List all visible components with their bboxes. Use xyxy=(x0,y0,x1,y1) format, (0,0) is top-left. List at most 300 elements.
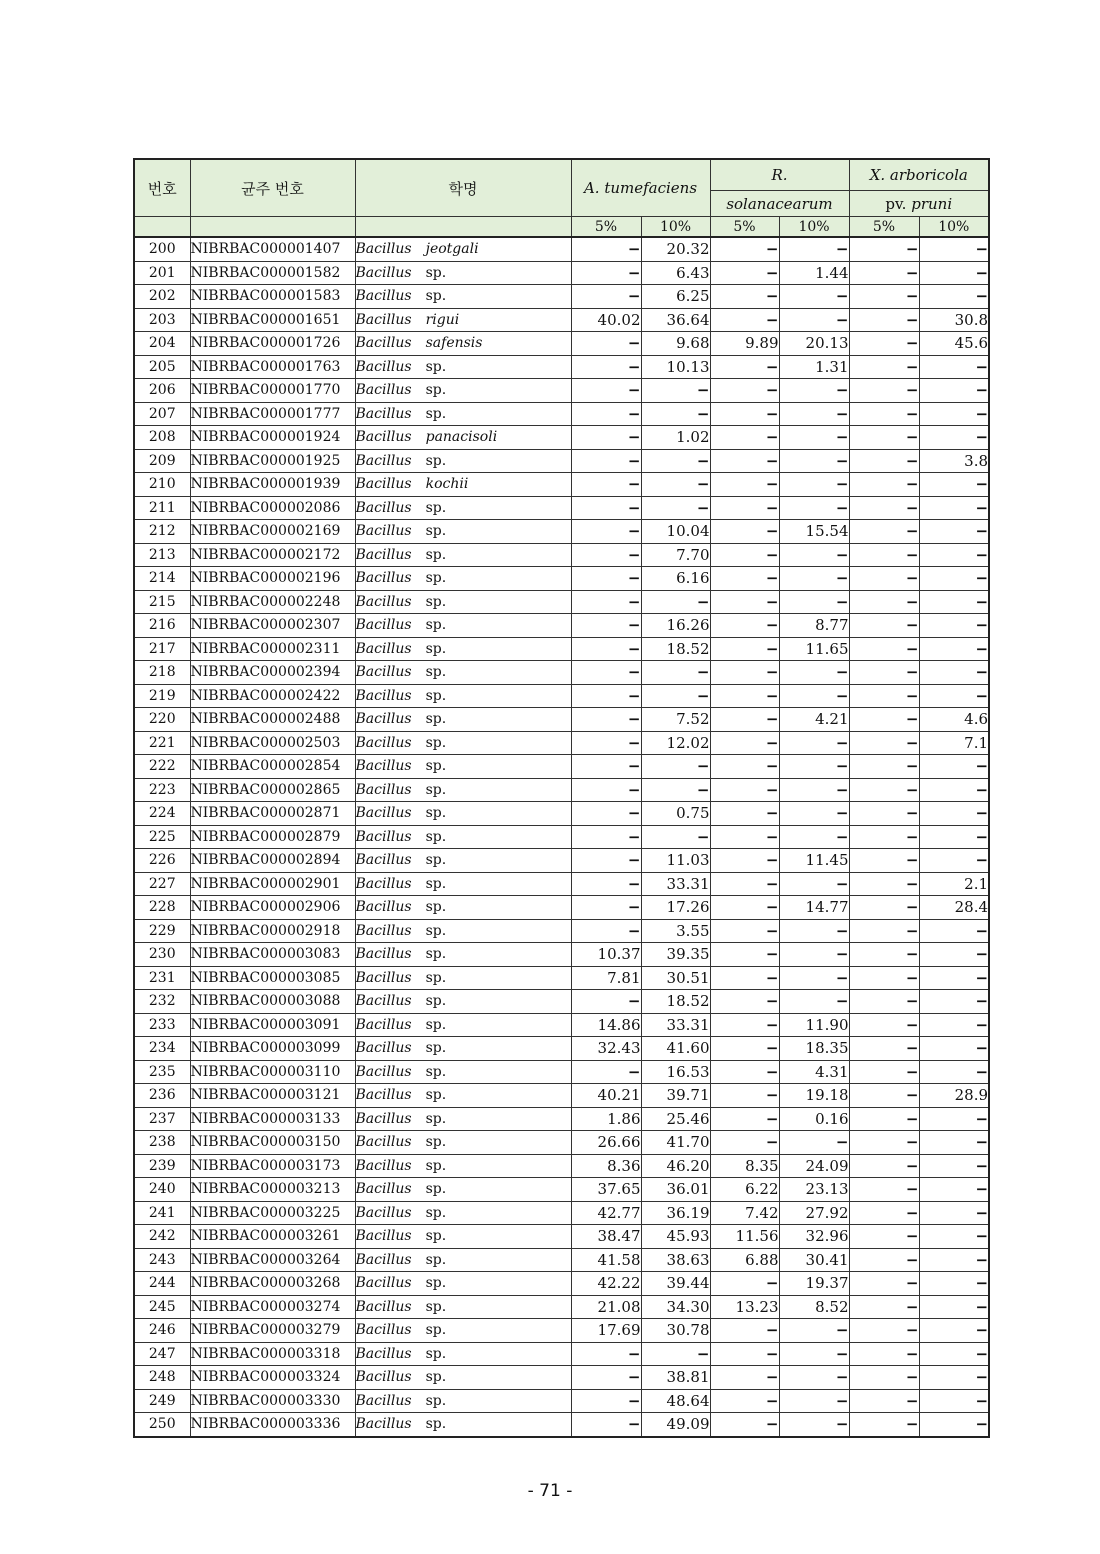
inhibition-value: 41.70 xyxy=(641,1131,710,1155)
strain-code: NIBRBAC000001407 xyxy=(190,237,355,261)
inhibition-value: − xyxy=(710,1084,779,1108)
inhibition-value: 32.96 xyxy=(779,1225,849,1249)
inhibition-value: 4.21 xyxy=(779,708,849,732)
inhibition-value: − xyxy=(571,237,641,261)
inhibition-value: − xyxy=(849,731,919,755)
inhibition-value: − xyxy=(849,332,919,356)
inhibition-value: − xyxy=(571,919,641,943)
inhibition-value: − xyxy=(849,237,919,261)
inhibition-value: 7.81 xyxy=(571,966,641,990)
inhibition-value: − xyxy=(849,285,919,309)
inhibition-value: − xyxy=(779,1366,849,1390)
inhibition-value: 30.8 xyxy=(919,308,989,332)
inhibition-value: − xyxy=(919,1319,989,1343)
scientific-name xyxy=(355,543,571,567)
inhibition-value: 7.1 xyxy=(919,731,989,755)
species: sp. xyxy=(425,523,447,540)
inhibition-value: 26.66 xyxy=(571,1131,641,1155)
inhibition-value: − xyxy=(710,1037,779,1061)
row-number: 221 xyxy=(134,731,190,755)
inhibition-value: − xyxy=(571,1342,641,1366)
row-number: 250 xyxy=(134,1413,190,1437)
inhibition-value: − xyxy=(919,1248,989,1272)
table-row xyxy=(134,1154,989,1178)
table-row xyxy=(134,426,989,450)
inhibition-value: − xyxy=(710,285,779,309)
inhibition-value: − xyxy=(571,379,641,403)
scientific-name xyxy=(355,590,571,614)
inhibition-value: − xyxy=(849,1178,919,1202)
inhibition-value: 18.35 xyxy=(779,1037,849,1061)
genus: Bacillus xyxy=(355,993,412,1010)
table-row xyxy=(134,919,989,943)
scientific-name xyxy=(355,237,571,261)
species: sp. xyxy=(425,875,447,892)
species: sp. xyxy=(425,1016,447,1033)
inhibition-value: − xyxy=(849,1319,919,1343)
scientific-name xyxy=(355,943,571,967)
genus: Bacillus xyxy=(355,852,412,869)
inhibition-value: 7.70 xyxy=(641,543,710,567)
scientific-name xyxy=(355,1413,571,1437)
inhibition-value: 30.78 xyxy=(641,1319,710,1343)
inhibition-value: − xyxy=(571,684,641,708)
inhibition-value: − xyxy=(919,1413,989,1437)
table-row xyxy=(134,449,989,473)
table-row xyxy=(134,825,989,849)
species: sp. xyxy=(425,805,447,822)
inhibition-value: − xyxy=(849,1366,919,1390)
row-number: 212 xyxy=(134,520,190,544)
inhibition-value: − xyxy=(710,449,779,473)
inhibition-value: − xyxy=(571,637,641,661)
strain-code: NIBRBAC000002086 xyxy=(190,496,355,520)
row-number: 203 xyxy=(134,308,190,332)
inhibition-value: − xyxy=(919,1154,989,1178)
table-row xyxy=(134,896,989,920)
table-row xyxy=(134,684,989,708)
row-number: 208 xyxy=(134,426,190,450)
inhibition-value: − xyxy=(571,708,641,732)
inhibition-value: 14.86 xyxy=(571,1013,641,1037)
species: sp. xyxy=(425,969,447,986)
genus: Bacillus xyxy=(355,1298,412,1315)
inhibition-value: − xyxy=(779,237,849,261)
inhibition-value: − xyxy=(571,1366,641,1390)
inhibition-value: − xyxy=(779,1389,849,1413)
inhibition-value: 6.22 xyxy=(710,1178,779,1202)
strain-code: NIBRBAC000003083 xyxy=(190,943,355,967)
table-row xyxy=(134,379,989,403)
inhibition-value: − xyxy=(641,1342,710,1366)
row-number: 237 xyxy=(134,1107,190,1131)
row-number: 249 xyxy=(134,1389,190,1413)
strain-code: NIBRBAC000003121 xyxy=(190,1084,355,1108)
species: kochii xyxy=(425,476,469,493)
scientific-name xyxy=(355,661,571,685)
inhibition-value: 32.43 xyxy=(571,1037,641,1061)
species: sp. xyxy=(425,382,447,399)
scientific-name xyxy=(355,1225,571,1249)
table-row xyxy=(134,355,989,379)
pathogen-name: R. xyxy=(771,166,788,184)
inhibition-value: 19.37 xyxy=(779,1272,849,1296)
row-number: 211 xyxy=(134,496,190,520)
inhibition-value: − xyxy=(571,872,641,896)
species: sp. xyxy=(425,1345,447,1362)
inhibition-value: − xyxy=(710,426,779,450)
inhibition-value: 8.77 xyxy=(779,614,849,638)
inhibition-value: 46.20 xyxy=(641,1154,710,1178)
inhibition-value: 11.90 xyxy=(779,1013,849,1037)
inhibition-value: 27.92 xyxy=(779,1201,849,1225)
inhibition-value: − xyxy=(919,1178,989,1202)
inhibition-value: − xyxy=(779,802,849,826)
row-number: 241 xyxy=(134,1201,190,1225)
row-number: 231 xyxy=(134,966,190,990)
scientific-name xyxy=(355,1178,571,1202)
inhibition-value: − xyxy=(919,1225,989,1249)
inhibition-value: 40.02 xyxy=(571,308,641,332)
row-number: 214 xyxy=(134,567,190,591)
inhibition-value: − xyxy=(779,402,849,426)
inhibition-value: 11.03 xyxy=(641,849,710,873)
table-row xyxy=(134,708,989,732)
genus: Bacillus xyxy=(355,476,412,493)
species: sp. xyxy=(425,664,447,681)
inhibition-value: − xyxy=(849,1272,919,1296)
inhibition-value: − xyxy=(779,543,849,567)
row-number: 202 xyxy=(134,285,190,309)
strain-code: NIBRBAC000002169 xyxy=(190,520,355,544)
row-number: 201 xyxy=(134,261,190,285)
species: sp. xyxy=(425,687,447,704)
inhibition-value: 33.31 xyxy=(641,872,710,896)
row-number: 248 xyxy=(134,1366,190,1390)
genus: Bacillus xyxy=(355,523,412,540)
scientific-name xyxy=(355,379,571,403)
inhibition-value: − xyxy=(710,661,779,685)
inhibition-value: − xyxy=(849,379,919,403)
inhibition-value: 0.16 xyxy=(779,1107,849,1131)
row-number: 232 xyxy=(134,990,190,1014)
inhibition-value: 9.89 xyxy=(710,332,779,356)
inhibition-value: − xyxy=(571,896,641,920)
inhibition-value: − xyxy=(919,966,989,990)
table-row xyxy=(134,308,989,332)
inhibition-value: − xyxy=(710,1107,779,1131)
inhibition-value: 38.63 xyxy=(641,1248,710,1272)
inhibition-value: − xyxy=(710,308,779,332)
inhibition-value: − xyxy=(779,731,849,755)
inhibition-value: 41.58 xyxy=(571,1248,641,1272)
inhibition-value: − xyxy=(919,237,989,261)
inhibition-value: − xyxy=(571,778,641,802)
species: sp. xyxy=(425,452,447,469)
inhibition-value: 8.36 xyxy=(571,1154,641,1178)
inhibition-value: 45.93 xyxy=(641,1225,710,1249)
row-number: 213 xyxy=(134,543,190,567)
inhibition-value: − xyxy=(849,473,919,497)
inhibition-value: − xyxy=(919,426,989,450)
pathogen-name: solanacearum xyxy=(726,194,833,213)
table-row xyxy=(134,1201,989,1225)
scientific-name xyxy=(355,496,571,520)
species: sp. xyxy=(425,264,447,281)
scientific-name xyxy=(355,308,571,332)
species: sp. xyxy=(425,570,447,587)
genus: Bacillus xyxy=(355,922,412,939)
inhibition-value: − xyxy=(849,308,919,332)
inhibition-value: 21.08 xyxy=(571,1295,641,1319)
genus: Bacillus xyxy=(355,1275,412,1292)
species: panacisoli xyxy=(425,429,498,446)
inhibition-value: − xyxy=(571,402,641,426)
genus: Bacillus xyxy=(355,1181,412,1198)
inhibition-value: − xyxy=(849,1037,919,1061)
scientific-name xyxy=(355,473,571,497)
inhibition-value: − xyxy=(849,496,919,520)
genus: Bacillus xyxy=(355,1134,412,1151)
scientific-name xyxy=(355,1366,571,1390)
row-number: 239 xyxy=(134,1154,190,1178)
inhibition-value: − xyxy=(779,990,849,1014)
inhibition-value: 10.37 xyxy=(571,943,641,967)
inhibition-value: − xyxy=(849,449,919,473)
inhibition-value: 6.16 xyxy=(641,567,710,591)
inhibition-value: − xyxy=(849,755,919,779)
inhibition-value: 41.60 xyxy=(641,1037,710,1061)
strain-code: NIBRBAC000001770 xyxy=(190,379,355,403)
inhibition-value: − xyxy=(849,1060,919,1084)
strain-code: NIBRBAC000001582 xyxy=(190,261,355,285)
genus: Bacillus xyxy=(355,617,412,634)
scientific-name xyxy=(355,849,571,873)
scientific-name xyxy=(355,355,571,379)
inhibition-value: 7.42 xyxy=(710,1201,779,1225)
table-row xyxy=(134,1295,989,1319)
inhibition-value: − xyxy=(849,943,919,967)
inhibition-value: − xyxy=(849,825,919,849)
table-row xyxy=(134,943,989,967)
scientific-name xyxy=(355,402,571,426)
strain-code: NIBRBAC000003225 xyxy=(190,1201,355,1225)
inhibition-value: − xyxy=(919,684,989,708)
strain-code: NIBRBAC000003274 xyxy=(190,1295,355,1319)
inhibition-value: − xyxy=(849,778,919,802)
inhibition-value: − xyxy=(849,684,919,708)
table-row xyxy=(134,496,989,520)
strain-code: NIBRBAC000002879 xyxy=(190,825,355,849)
genus: Bacillus xyxy=(355,1322,412,1339)
scientific-name xyxy=(355,755,571,779)
inhibition-value: − xyxy=(710,520,779,544)
strain-code: NIBRBAC000003150 xyxy=(190,1131,355,1155)
inhibition-value: − xyxy=(779,778,849,802)
header-conc: 10% xyxy=(641,217,710,238)
strain-code: NIBRBAC000002865 xyxy=(190,778,355,802)
row-number: 226 xyxy=(134,849,190,873)
row-number: 240 xyxy=(134,1178,190,1202)
row-number: 220 xyxy=(134,708,190,732)
inhibition-value: 11.56 xyxy=(710,1225,779,1249)
scientific-name xyxy=(355,966,571,990)
inhibition-value: − xyxy=(849,849,919,873)
row-number: 229 xyxy=(134,919,190,943)
inhibition-value: − xyxy=(779,1319,849,1343)
scientific-name xyxy=(355,332,571,356)
inhibition-value: 10.04 xyxy=(641,520,710,544)
species: sp. xyxy=(425,593,447,610)
scientific-name xyxy=(355,426,571,450)
genus: Bacillus xyxy=(355,1063,412,1080)
inhibition-value: − xyxy=(571,990,641,1014)
inhibition-value: 42.22 xyxy=(571,1272,641,1296)
inhibition-value: − xyxy=(571,802,641,826)
inhibition-value: − xyxy=(919,473,989,497)
species: sp. xyxy=(425,546,447,563)
inhibition-value: − xyxy=(919,637,989,661)
inhibition-value: 16.26 xyxy=(641,614,710,638)
table-row xyxy=(134,990,989,1014)
row-number: 233 xyxy=(134,1013,190,1037)
header-pathogen-r-bottom xyxy=(710,191,849,217)
row-number: 236 xyxy=(134,1084,190,1108)
header-strain-cont xyxy=(190,217,355,238)
inhibition-value: − xyxy=(919,825,989,849)
inhibition-value: − xyxy=(919,755,989,779)
row-number: 216 xyxy=(134,614,190,638)
table-header xyxy=(134,159,989,237)
inhibition-value: 3.55 xyxy=(641,919,710,943)
inhibition-value: − xyxy=(710,614,779,638)
inhibition-value: − xyxy=(849,966,919,990)
genus: Bacillus xyxy=(355,828,412,845)
inhibition-value: − xyxy=(710,684,779,708)
inhibition-value: − xyxy=(849,1413,919,1437)
species: sp. xyxy=(425,288,447,305)
inhibition-value: − xyxy=(641,825,710,849)
table-row xyxy=(134,872,989,896)
genus: Bacillus xyxy=(355,288,412,305)
inhibition-value: 2.1 xyxy=(919,872,989,896)
inhibition-value: 3.8 xyxy=(919,449,989,473)
inhibition-value: 39.71 xyxy=(641,1084,710,1108)
genus: Bacillus xyxy=(355,946,412,963)
inhibition-value: 45.6 xyxy=(919,332,989,356)
inhibition-value: − xyxy=(779,567,849,591)
inhibition-value: − xyxy=(571,731,641,755)
inhibition-value: − xyxy=(571,755,641,779)
inhibition-value: 16.53 xyxy=(641,1060,710,1084)
strain-code: NIBRBAC000002307 xyxy=(190,614,355,638)
row-number: 227 xyxy=(134,872,190,896)
pathogen-name: X. arboricola xyxy=(869,166,968,184)
table-row xyxy=(134,1084,989,1108)
inhibition-value: − xyxy=(710,990,779,1014)
table-row xyxy=(134,731,989,755)
inhibition-value: − xyxy=(779,825,849,849)
species: sp. xyxy=(425,993,447,1010)
inhibition-value: − xyxy=(641,755,710,779)
inhibition-value: − xyxy=(571,1413,641,1437)
header-conc: 10% xyxy=(779,217,849,238)
species: sp. xyxy=(425,734,447,751)
inhibition-value: − xyxy=(710,496,779,520)
inhibition-value: − xyxy=(849,426,919,450)
genus: Bacillus xyxy=(355,335,412,352)
strain-code: NIBRBAC000001583 xyxy=(190,285,355,309)
row-number: 218 xyxy=(134,661,190,685)
pathogen-pv: pv. xyxy=(885,194,907,213)
inhibition-value: 14.77 xyxy=(779,896,849,920)
inhibition-value: − xyxy=(849,614,919,638)
scientific-name xyxy=(355,990,571,1014)
inhibition-value: − xyxy=(919,379,989,403)
inhibition-value: − xyxy=(919,919,989,943)
scientific-name xyxy=(355,1084,571,1108)
inhibition-value: − xyxy=(849,1248,919,1272)
species: sp. xyxy=(425,828,447,845)
pathogen-name: A. tumefaciens xyxy=(583,179,698,197)
table-row xyxy=(134,802,989,826)
inhibition-value: − xyxy=(710,849,779,873)
species: sp. xyxy=(425,640,447,657)
header-conc: 10% xyxy=(919,217,989,238)
genus: Bacillus xyxy=(355,781,412,798)
scientific-name xyxy=(355,1037,571,1061)
inhibition-value: 17.26 xyxy=(641,896,710,920)
strain-code: NIBRBAC000002906 xyxy=(190,896,355,920)
strain-code: NIBRBAC000002488 xyxy=(190,708,355,732)
genus: Bacillus xyxy=(355,899,412,916)
inhibition-value: − xyxy=(849,1342,919,1366)
inhibition-value: − xyxy=(919,1037,989,1061)
inhibition-value: − xyxy=(710,755,779,779)
header-pathogen-x-top xyxy=(849,159,989,191)
inhibition-value: 48.64 xyxy=(641,1389,710,1413)
row-number: 225 xyxy=(134,825,190,849)
inhibition-value: − xyxy=(919,1107,989,1131)
species: sp. xyxy=(425,1275,447,1292)
inhibition-value: − xyxy=(571,285,641,309)
genus: Bacillus xyxy=(355,405,412,422)
table-row xyxy=(134,1225,989,1249)
species: sp. xyxy=(425,1228,447,1245)
row-number: 204 xyxy=(134,332,190,356)
inhibition-value: − xyxy=(710,1413,779,1437)
inhibition-value: − xyxy=(849,896,919,920)
inhibition-value: − xyxy=(849,990,919,1014)
inhibition-value: 4.6 xyxy=(919,708,989,732)
row-number: 234 xyxy=(134,1037,190,1061)
header-conc: 5% xyxy=(710,217,779,238)
strain-code: NIBRBAC000002394 xyxy=(190,661,355,685)
inhibition-value: − xyxy=(571,473,641,497)
header-pathogen-x-bottom xyxy=(849,191,989,217)
inhibition-value: 18.52 xyxy=(641,990,710,1014)
table-row xyxy=(134,1319,989,1343)
genus: Bacillus xyxy=(355,1157,412,1174)
strain-code: NIBRBAC000003268 xyxy=(190,1272,355,1296)
strain-code: NIBRBAC000001726 xyxy=(190,332,355,356)
scientific-name xyxy=(355,567,571,591)
inhibition-value: − xyxy=(919,402,989,426)
inhibition-value: − xyxy=(571,614,641,638)
strain-code: NIBRBAC000003085 xyxy=(190,966,355,990)
scientific-name xyxy=(355,1131,571,1155)
genus: Bacillus xyxy=(355,664,412,681)
